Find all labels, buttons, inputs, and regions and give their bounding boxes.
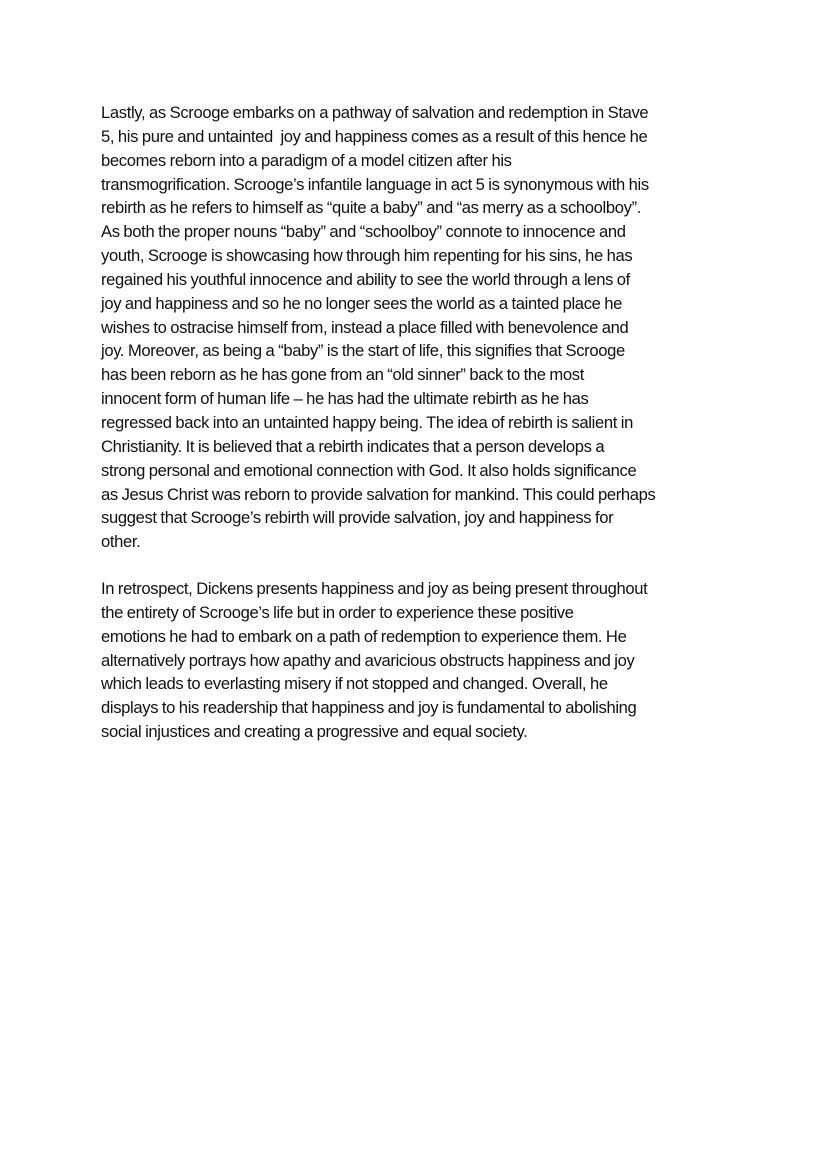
text-line: joy and happiness and so he no longer sees the world as a tainted place he (101, 293, 623, 313)
text-line: alternatively portrays how apathy and avaricious obstructs happiness and joy (101, 650, 635, 670)
paragraph-conclusion (101, 577, 781, 744)
paragraph-rebirth-analysis (101, 101, 781, 554)
text-line: becomes reborn into a paradigm of a model citizen after his (101, 150, 512, 170)
text-line: has been reborn as he has gone from an “old sinner” back to the most (101, 365, 584, 385)
text-line: Christianity. It is believed that a rebirth indicates that a person develops a (101, 436, 605, 456)
text-line: Lastly, as Scrooge embarks on a pathway of salvation and redemption in Stave (101, 103, 649, 122)
text-line: other. (101, 532, 141, 552)
text-line: As both the proper nouns “baby” and “schoolboy” connote to innocence and (101, 222, 626, 242)
text-line: rebirth as he refers to himself as “quite a baby” and “as merry as a schoolboy”. (101, 198, 642, 218)
text-line: youth, Scrooge is showcasing how through him repenting for his sins, he has (101, 246, 633, 266)
text-line: 5, his pure and untainted joy and happiness comes as a result of this hence he (101, 126, 648, 146)
text-line: regained his youthful innocence and ability to see the world through a lens of (101, 269, 630, 289)
text-line: innocent form of human life – he has had the ultimate rebirth as he has (101, 389, 589, 409)
text-line: emotions he had to embark on a path of redemption to experience them. He (101, 626, 627, 646)
text-line: as Jesus Christ was reborn to provide salvation for mankind. This could perhaps (101, 484, 656, 504)
text-line: the entirety of Scrooge’s life but in order to experience these positive (101, 602, 574, 622)
text-line: strong personal and emotional connection with God. It also holds significance (101, 460, 637, 480)
text-line: In retrospect, Dickens presents happiness and joy as being present throughout (101, 579, 648, 598)
text-line: joy. Moreover, as being a “baby” is the start of life, this signifies that Scrooge (101, 341, 625, 361)
text-line: wishes to ostracise himself from, instead a place filled with benevolence and (101, 317, 629, 337)
text-line: which leads to everlasting misery if not stopped and changed. Overall, he (101, 674, 608, 694)
text-line: transmogrification. Scrooge’s infantile language in act 5 is synonymous with his (101, 174, 649, 194)
text-line: social injustices and creating a progressive and equal society. (101, 722, 528, 742)
text-line: suggest that Scrooge’s rebirth will provide salvation, joy and happiness for (101, 508, 614, 528)
text-line: displays to his readership that happiness and joy is fundamental to abolishing (101, 698, 637, 718)
text-line: regressed back into an untainted happy being. The idea of rebirth is salient in (101, 412, 633, 432)
